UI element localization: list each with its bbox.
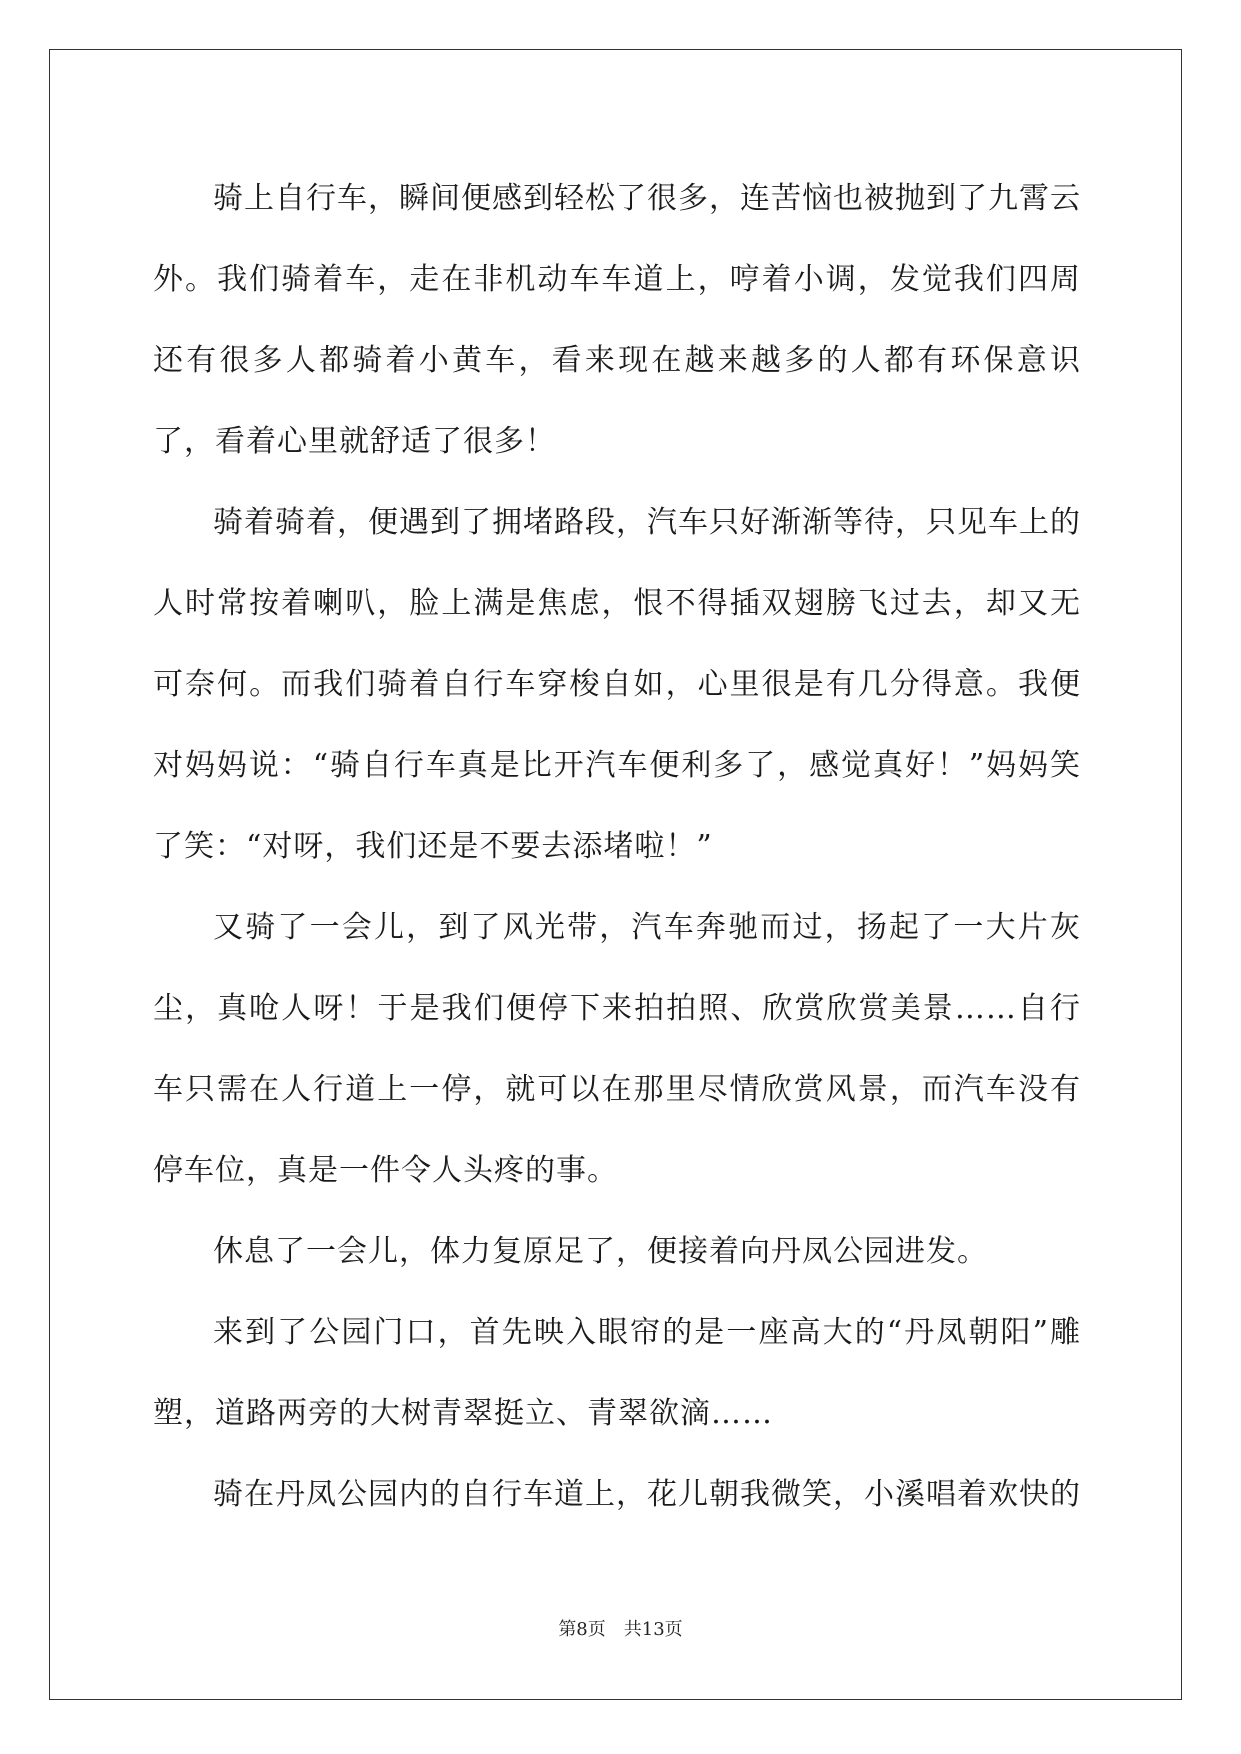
paragraph: 又骑了一会儿，到了风光带，汽车奔驰而过，扬起了一大片灰尘，真呛人呀！于是我们便停下来拍拍照、欣赏欣赏美景……自行车只需在人行道上一停，就可以在那里尽情欣赏风景，而汽车没有停车位，真是一件令人头疼的事。 bbox=[153, 910, 1081, 1188]
page-footer bbox=[0, 1615, 1241, 1641]
document-body bbox=[153, 158, 1081, 1535]
paragraph: 骑着骑着，便遇到了拥堵路段，汽车只好渐渐等待，只见车上的人时常按着喇叭，脸上满是焦虑，恨不得插双翅膀飞过去，却又无可奈何。而我们骑着自行车穿梭自如，心里很是有几分得意。我便对妈妈说：“骑自行车真是比开汽车便利多了，感觉真好！”妈妈笑了笑：“对呀，我们还是不要去添堵啦！” bbox=[153, 505, 1081, 864]
page-number-total: 共13页 bbox=[623, 1619, 683, 1640]
paragraph: 骑在丹凤公园内的自行车道上，花儿朝我微笑，小溪唱着欢快的 bbox=[213, 1477, 1081, 1512]
page-number-current: 第8页 bbox=[558, 1619, 606, 1640]
paragraph: 休息了一会儿，体力复原足了，便接着向丹凤公园进发。 bbox=[213, 1234, 988, 1269]
paragraph: 来到了公园门口，首先映入眼帘的是一座高大的“丹凤朝阳”雕塑，道路两旁的大树青翠挺立、青翠欲滴…… bbox=[153, 1315, 1081, 1431]
paragraph: 骑上自行车，瞬间便感到轻松了很多，连苦恼也被抛到了九霄云外。我们骑着车，走在非机动车车道上，哼着小调，发觉我们四周还有很多人都骑着小黄车，看来现在越来越多的人都有环保意识了，看着心里就舒适了很多！ bbox=[153, 181, 1081, 459]
